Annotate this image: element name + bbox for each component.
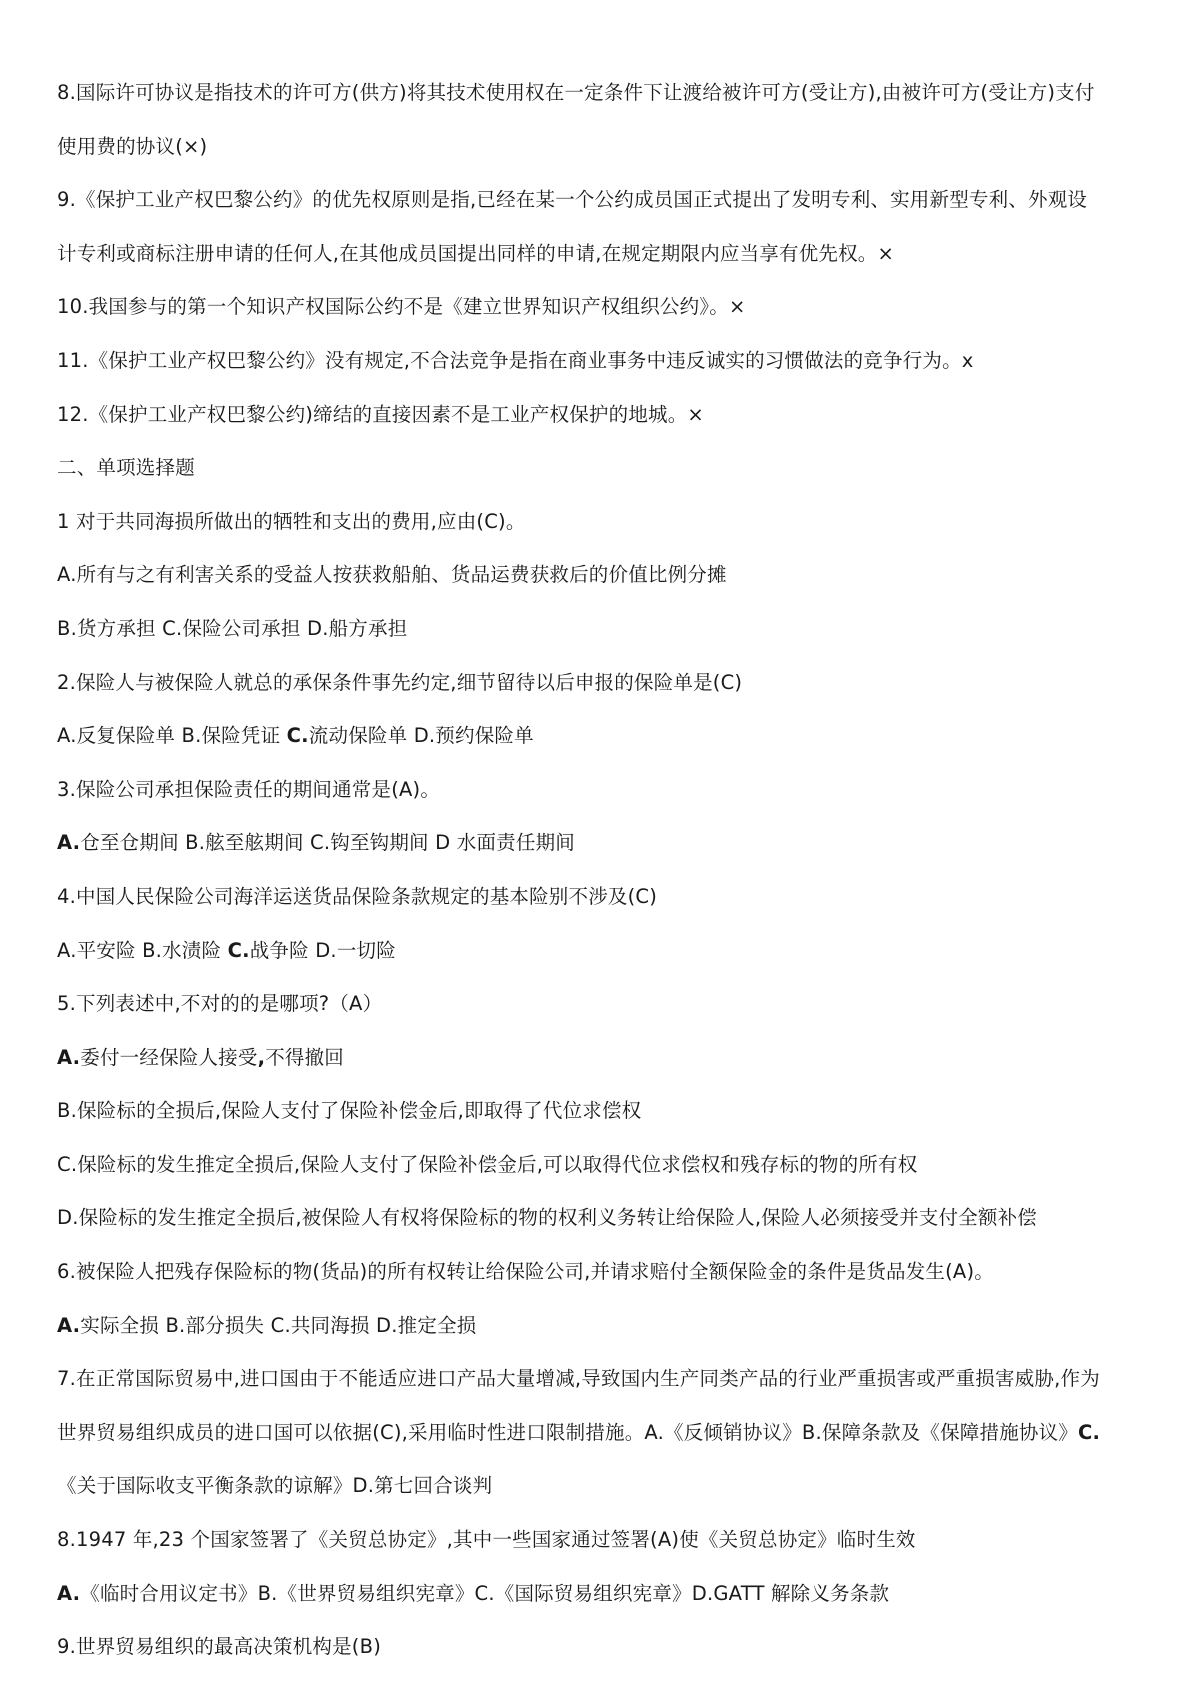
bold-answer-marker: A.: [57, 1313, 81, 1337]
text-line: 8.1947 年,23 个国家签署了《关贸总协定》,其中一些国家通过签署(A)使《关贸总协定》临时生效: [57, 1528, 916, 1552]
text-line: 《关于国际收支平衡条款的谅解》D.第七回合谈判: [57, 1474, 493, 1498]
text-line: 1 对于共同海损所做出的牺牲和支出的费用,应由(C)。: [57, 509, 526, 533]
text-line: 使用费的协议(×): [57, 134, 208, 158]
bold-answer-marker: A.: [57, 831, 81, 855]
text-line: A.反复保险单 B.保险凭证 C.流动保险单 D.预约保险单: [57, 724, 534, 748]
bold-answer-marker: C.: [1078, 1420, 1101, 1444]
text-line: 3.保险公司承担保险责任的期间通常是(A)。: [57, 777, 441, 801]
text-line: A.《临时合用议定书》B.《世界贸易组织宪章》C.《国际贸易组织宪章》D.GATT 解除义务条款: [57, 1581, 890, 1605]
text-line: 世界贸易组织成员的进口国可以依据(C),采用临时性进口限制措施。A.《反倾销协议》B.保障条款及《保障措施协议》C.: [57, 1420, 1101, 1444]
text-line: 12.《保护工业产权巴黎公约)缔结的直接因素不是工业产权保护的地城。×: [57, 402, 704, 426]
text-line: A.所有与之有利害关系的受益人按获救船舶、货品运费获救后的价值比例分摊: [57, 563, 727, 587]
text-line: D.保险标的发生推定全损后,被保险人有权将保险标的物的权利义务转让给保险人,保险人必须接受并支付全额补偿: [57, 1206, 1038, 1230]
text-line: 6.被保险人把残存保险标的物(货品)的所有权转让给保险公司,并请求赔付全额保险金的条件是货品发生(A)。: [57, 1260, 994, 1284]
text-line: 4.中国人民保险公司海洋运送货品保险条款规定的基本险别不涉及(C): [57, 884, 658, 908]
text-line: B.货方承担 C.保险公司承担 D.船方承担: [57, 616, 408, 640]
text-line: A.仓至仓期间 B.舷至舷期间 C.钩至钩期间 D 水面责任期间: [57, 831, 575, 855]
bold-answer-marker: C.: [227, 938, 250, 962]
text-line: 7.在正常国际贸易中,进口国由于不能适应进口产品大量增减,导致国内生产同类产品的行业严重损害或严重损害威胁,作为: [57, 1367, 1100, 1391]
text-line: A.实际全损 B.部分损失 C.共同海损 D.推定全损: [57, 1313, 477, 1337]
text-line: A.平安险 B.水渍险 C.战争险 D.一切险: [57, 938, 396, 962]
text-line: 2.保险人与被保险人就总的承保条件事先约定,细节留待以后申报的保险单是(C): [57, 670, 743, 694]
text-line: 8.国际许可协议是指技术的许可方(供方)将其技术使用权在一定条件下让渡给被许可方(受让方),由被许可方(受让方)支付: [57, 81, 1095, 104]
text-line: 9.世界贸易组织的最高决策机构是(B): [57, 1635, 381, 1659]
text-line: 二、单项选择题: [57, 456, 195, 480]
bold-answer-marker: A.: [57, 1581, 81, 1605]
text-line: A.委付一经保险人接受,不得撤回: [57, 1045, 344, 1069]
text-line: C.保险标的发生推定全损后,保险人支付了保险补偿金后,可以取得代位求偿权和残存标的物的所有权: [57, 1152, 918, 1176]
text-line: 计专利或商标注册申请的任何人,在其他成员国提出同样的申请,在规定期限内应当享有优先权。×: [57, 241, 895, 265]
bold-answer-marker: A.: [57, 1045, 81, 1069]
document-body: [57, 66, 1155, 1674]
text-line: 5.下列表述中,不对的的是哪项?（A）: [57, 992, 383, 1016]
bold-answer-marker: C.: [286, 724, 309, 748]
bold-answer-marker: ,: [257, 1045, 266, 1069]
text-line: 11.《保护工业产权巴黎公约》没有规定,不合法竞争是指在商业事务中违反诚实的习惯做法的竞争行为。x: [57, 348, 974, 372]
text-line: 9.《保护工业产权巴黎公约》的优先权原则是指,已经在某一个公约成员国正式提出了发明专利、实用新型专利、外观设: [57, 188, 1088, 212]
text-line: B.保险标的全损后,保险人支付了保险补偿金后,即取得了代位求偿权: [57, 1099, 642, 1123]
text-line: 10.我国参与的第一个知识产权国际公约不是《建立世界知识产权组织公约》。×: [57, 295, 746, 319]
